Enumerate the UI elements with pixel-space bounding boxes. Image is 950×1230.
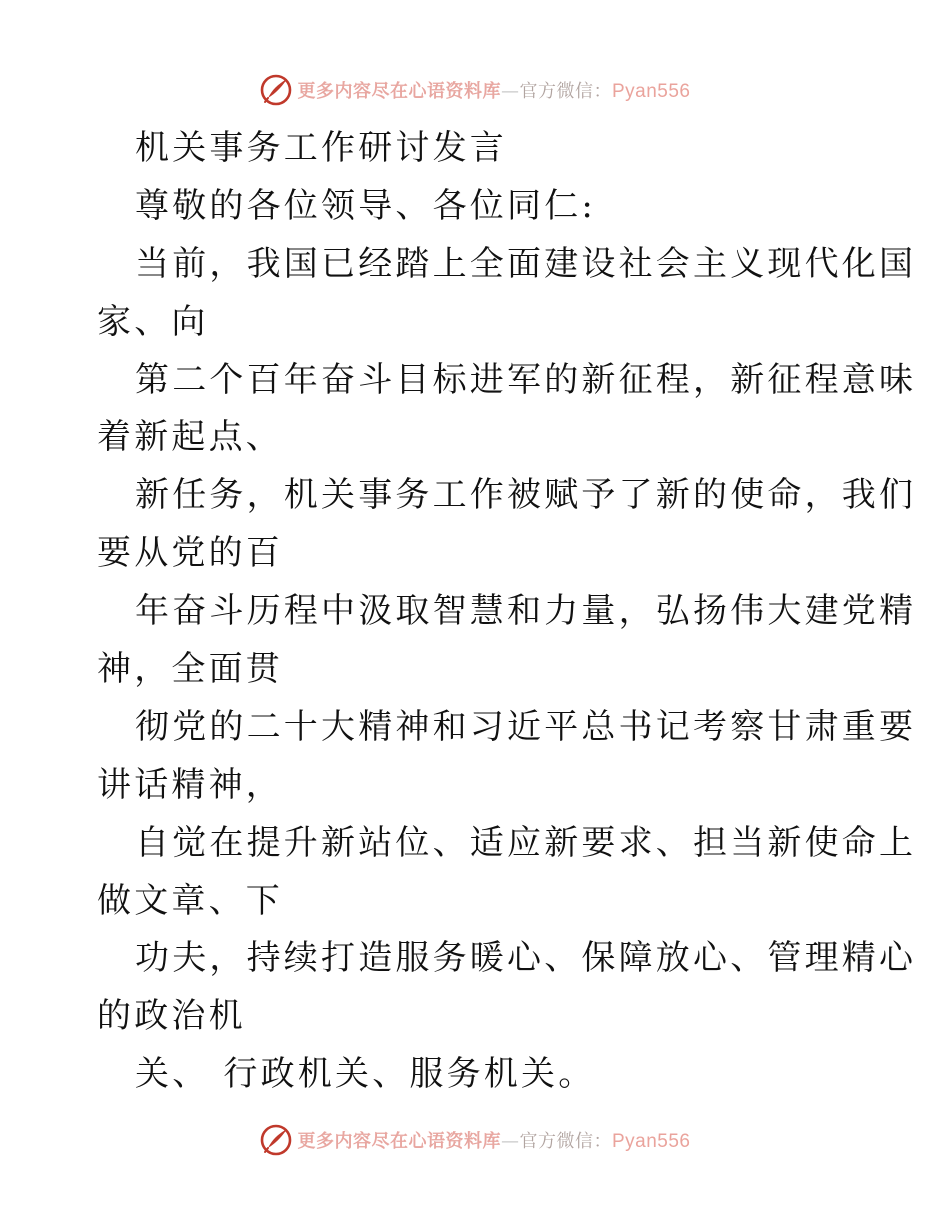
watermark-dash: — [500,1131,520,1152]
paragraph-line: 自觉在提升新站位、适应新要求、担当新使命上 [135,822,917,863]
paragraph-line: 神，全面贯 [97,649,283,690]
paragraph-line: 着新起点、 [97,417,283,458]
watermark-id: Pyan556 [611,1131,691,1152]
document-title: 机关事务工作研讨发言 [135,128,507,168]
paragraph-line: 新任务，机关事务工作被赋予了新的使命，我们 [135,475,917,516]
quill-circle-logo-icon [259,73,293,107]
paragraph-line: 讲话精神， [97,764,283,805]
paragraph-line: 年奋斗历程中汲取智慧和力量，弘扬伟大建党精 [135,591,917,632]
paragraph-line: 功夫，持续打造服务暖心、保障放心、管理精心 [135,938,917,979]
paragraph-line: 家、向 [97,301,209,342]
watermark-brand: 更多内容尽在心语资料库 [297,81,501,102]
header-watermark [0,70,950,110]
paragraph-line: 的政治机 [97,996,246,1037]
paragraph-line: 当前，我国已经踏上全面建设社会主义现代化国 [135,243,917,284]
footer-watermark [0,1120,950,1160]
paragraph-line: 彻党的二十大精神和习近平总书记考察甘肃重要 [135,706,917,747]
watermark-official: 官方微信： [519,1131,612,1152]
quill-circle-logo-icon [259,1123,293,1157]
paragraph-line: 尊敬的各位领导、各位同仁: [135,185,597,226]
paragraph-line: 要从党的百 [97,533,283,574]
watermark-dash: — [500,81,520,102]
watermark-id: Pyan556 [611,81,691,102]
paragraph-line: 关、 行政机关、服务机关。 [135,1054,596,1095]
document-body [97,120,917,1104]
paragraph-line: 第二个百年奋斗目标进军的新征程，新征程意味 [135,359,917,400]
watermark-official: 官方微信： [519,81,612,102]
paragraph-line: 做文章、下 [97,880,283,921]
watermark-brand: 更多内容尽在心语资料库 [297,1131,501,1152]
